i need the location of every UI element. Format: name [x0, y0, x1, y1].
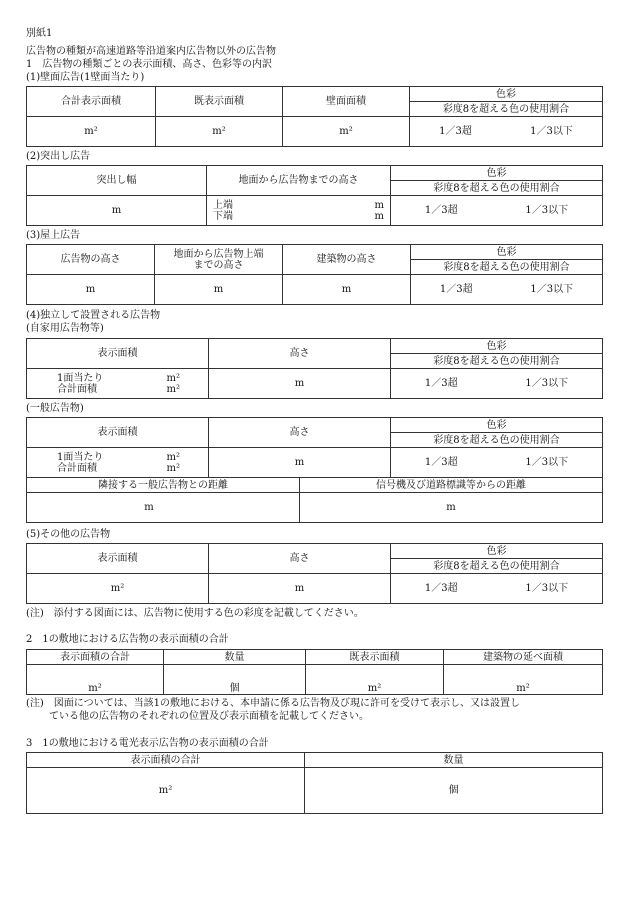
header-wall-area: 壁面面積: [283, 87, 410, 117]
unit-m: m: [294, 583, 305, 594]
unit-m: m: [446, 502, 456, 513]
color-ratio-choice[interactable]: [391, 574, 603, 604]
freestanding-ad-title: (4)独立して設置される広告物: [26, 310, 161, 321]
option-over-one-third[interactable]: 1／3超: [439, 284, 473, 295]
unit-m: m: [374, 210, 384, 222]
wall-ad-table: [26, 86, 603, 147]
color-ratio-choice[interactable]: [391, 369, 603, 399]
unit-m2: m²: [166, 451, 180, 463]
header-color: 色彩: [391, 544, 603, 559]
option-under-one-third[interactable]: 1／3以下: [525, 378, 569, 389]
height-field[interactable]: [209, 574, 391, 604]
projection-width-field[interactable]: [27, 196, 207, 226]
section-3-title: 3 1の敷地における電光表示広告物の表示面積の合計: [26, 738, 269, 749]
projecting-ad-title: (2)突出し広告: [26, 151, 91, 162]
unit-pieces: 個: [448, 785, 459, 796]
unit-m2: m²: [84, 126, 98, 137]
header-display-area: 表示面積: [27, 339, 209, 369]
rooftop-ad-table: [26, 244, 603, 305]
ad-height-field[interactable]: [27, 275, 155, 305]
unit-m2: m²: [367, 683, 382, 694]
color-ratio-choice[interactable]: [391, 196, 603, 226]
top-edge-label: 上端: [213, 199, 233, 211]
header-total-display-area: 合計表示面積: [27, 87, 156, 117]
option-under-one-third[interactable]: 1／3以下: [525, 205, 569, 216]
total-area-label: 合計面積: [57, 383, 97, 395]
option-over-one-third[interactable]: 1／3超: [424, 583, 458, 594]
note-drawing-line1: (注) 図面については、当該1の敷地における、本申請に係る広告物及び現に許可を受けて表示し、又は設置し: [26, 698, 520, 709]
header-display-area: 表示面積: [27, 418, 209, 448]
wall-ad-title: (1)壁面広告(1壁面当たり): [26, 72, 145, 83]
total-display-area-field[interactable]: [27, 665, 164, 695]
document-title: 広告物の種類が高速道路等沿道案内広告物以外の広告物: [26, 46, 276, 57]
header-total-display-area: 表示面積の合計: [27, 650, 164, 665]
projecting-ad-table: [26, 165, 603, 226]
distance-general-ad-field[interactable]: [27, 493, 300, 523]
header-height: 高さ: [209, 418, 391, 448]
header-display-area: 表示面積: [27, 544, 209, 574]
header-color: 色彩: [391, 418, 603, 433]
total-display-area-field[interactable]: [27, 768, 305, 814]
option-over-one-third[interactable]: 1／3超: [424, 378, 458, 389]
option-under-one-third[interactable]: 1／3以下: [525, 457, 569, 468]
unit-m2: m²: [88, 683, 102, 694]
color-ratio-choice[interactable]: [391, 448, 603, 478]
option-over-one-third[interactable]: 1／3超: [424, 457, 458, 468]
existing-area-field[interactable]: [306, 665, 444, 695]
unit-m: m: [144, 502, 154, 513]
quantity-field[interactable]: [164, 665, 306, 695]
header-color-ratio: 彩度8を超える色の使用割合: [391, 433, 603, 448]
unit-m: m: [111, 205, 122, 216]
total-area-label: 合計面積: [57, 462, 97, 474]
header-color-ratio: 彩度8を超える色の使用割合: [410, 102, 603, 117]
private-freestanding-table: [26, 338, 603, 399]
header-color: 色彩: [411, 245, 603, 260]
header-ground-to-top: [155, 245, 283, 275]
distance-signal-field[interactable]: [300, 493, 603, 523]
header-existing-area: 既表示面積: [306, 650, 444, 665]
private-ad-subtitle: (自家用広告物等): [26, 323, 104, 334]
option-under-one-third[interactable]: 1／3以下: [530, 284, 574, 295]
header-color: 色彩: [410, 87, 603, 102]
unit-m2: m²: [158, 785, 173, 796]
display-area-field[interactable]: [27, 369, 209, 399]
unit-m: m: [294, 378, 305, 389]
section-1-title: 1 広告物の種類ごとの表示面積、高さ、色彩等の内訳: [26, 59, 272, 70]
display-area-field[interactable]: [27, 574, 209, 604]
general-freestanding-table: [26, 417, 603, 523]
unit-m: m: [213, 284, 224, 295]
unit-m2: m²: [516, 683, 530, 694]
header-color: 色彩: [391, 166, 603, 181]
annex-label: 別紙1: [26, 28, 53, 39]
header-building-floor-area: 建築物の延べ面積: [444, 650, 603, 665]
header-projection-width: 突出し幅: [27, 166, 207, 196]
header-color-ratio: 彩度8を超える色の使用割合: [391, 354, 603, 369]
header-color: 色彩: [391, 339, 603, 354]
header-color-ratio: 彩度8を超える色の使用割合: [391, 181, 603, 196]
note-color-saturation: (注) 添付する図面には、広告物に使用する色の彩度を記載してください。: [26, 608, 364, 619]
unit-m2: m²: [212, 126, 226, 137]
illuminated-ad-total-table: [26, 752, 603, 814]
unit-m2: m²: [339, 126, 353, 137]
header-height: 高さ: [209, 544, 391, 574]
site-total-area-table: [26, 649, 603, 695]
unit-m: m: [294, 457, 305, 468]
height-from-ground-field[interactable]: [207, 196, 391, 226]
unit-m2: m²: [110, 583, 125, 594]
quantity-field[interactable]: [305, 768, 603, 814]
existing-area-field[interactable]: [156, 117, 283, 147]
note-drawing-line2: ている他の広告物のそれぞれの位置及び表示面積を記載してください。: [49, 711, 369, 722]
unit-m: m: [374, 199, 384, 211]
total-display-area-field[interactable]: [27, 117, 156, 147]
building-floor-area-field[interactable]: [444, 665, 603, 695]
unit-m: m: [341, 284, 352, 295]
header-building-height: 建築物の高さ: [283, 245, 411, 275]
unit-m: m: [85, 284, 96, 295]
other-ad-table: [26, 543, 603, 604]
header-color-ratio: 彩度8を超える色の使用割合: [411, 260, 603, 275]
header-distance-general-ad: 隣接する一般広告物との距離: [27, 478, 300, 493]
unit-m2: m²: [166, 462, 180, 474]
header-ad-height: 広告物の高さ: [27, 245, 155, 275]
option-over-one-third[interactable]: 1／3超: [439, 126, 472, 137]
display-area-field[interactable]: [27, 448, 209, 478]
other-ad-title: (5)その他の広告物: [26, 529, 111, 540]
header-distance-signal: 信号機及び道路標識等からの距離: [300, 478, 603, 493]
building-height-field[interactable]: [283, 275, 411, 305]
header-ground-to-top-line1: 地面から広告物上端: [173, 248, 264, 260]
section-2-title: 2 1の敷地における広告物の表示面積の合計: [26, 634, 229, 645]
rooftop-ad-title: (3)屋上広告: [26, 230, 81, 241]
header-height-from-ground: 地面から広告物までの高さ: [207, 166, 391, 196]
option-under-one-third[interactable]: 1／3以下: [525, 583, 569, 594]
header-existing-area: 既表示面積: [156, 87, 283, 117]
color-ratio-choice[interactable]: [411, 275, 603, 305]
per-face-label: 1面当たり: [57, 451, 104, 463]
unit-m2: m²: [166, 372, 180, 384]
unit-m2: m²: [166, 383, 180, 395]
header-color-ratio: 彩度8を超える色の使用割合: [391, 559, 603, 574]
header-total-display-area: 表示面積の合計: [27, 753, 305, 768]
ground-to-top-field[interactable]: [155, 275, 283, 305]
option-over-one-third[interactable]: 1／3超: [424, 205, 458, 216]
height-field[interactable]: [209, 448, 391, 478]
header-ground-to-top-line2: までの高さ: [193, 259, 244, 271]
per-face-label: 1面当たり: [57, 372, 104, 384]
header-height: 高さ: [209, 339, 391, 369]
unit-pieces: 個: [229, 683, 240, 694]
bottom-edge-label: 下端: [213, 210, 233, 222]
general-ad-subtitle: (一般広告物): [26, 403, 84, 414]
color-ratio-choice[interactable]: [410, 117, 603, 147]
option-under-one-third[interactable]: 1／3以下: [530, 126, 573, 137]
header-quantity: 数量: [164, 650, 306, 665]
wall-area-field[interactable]: [283, 117, 410, 147]
header-quantity: 数量: [305, 753, 603, 768]
height-field[interactable]: [209, 369, 391, 399]
